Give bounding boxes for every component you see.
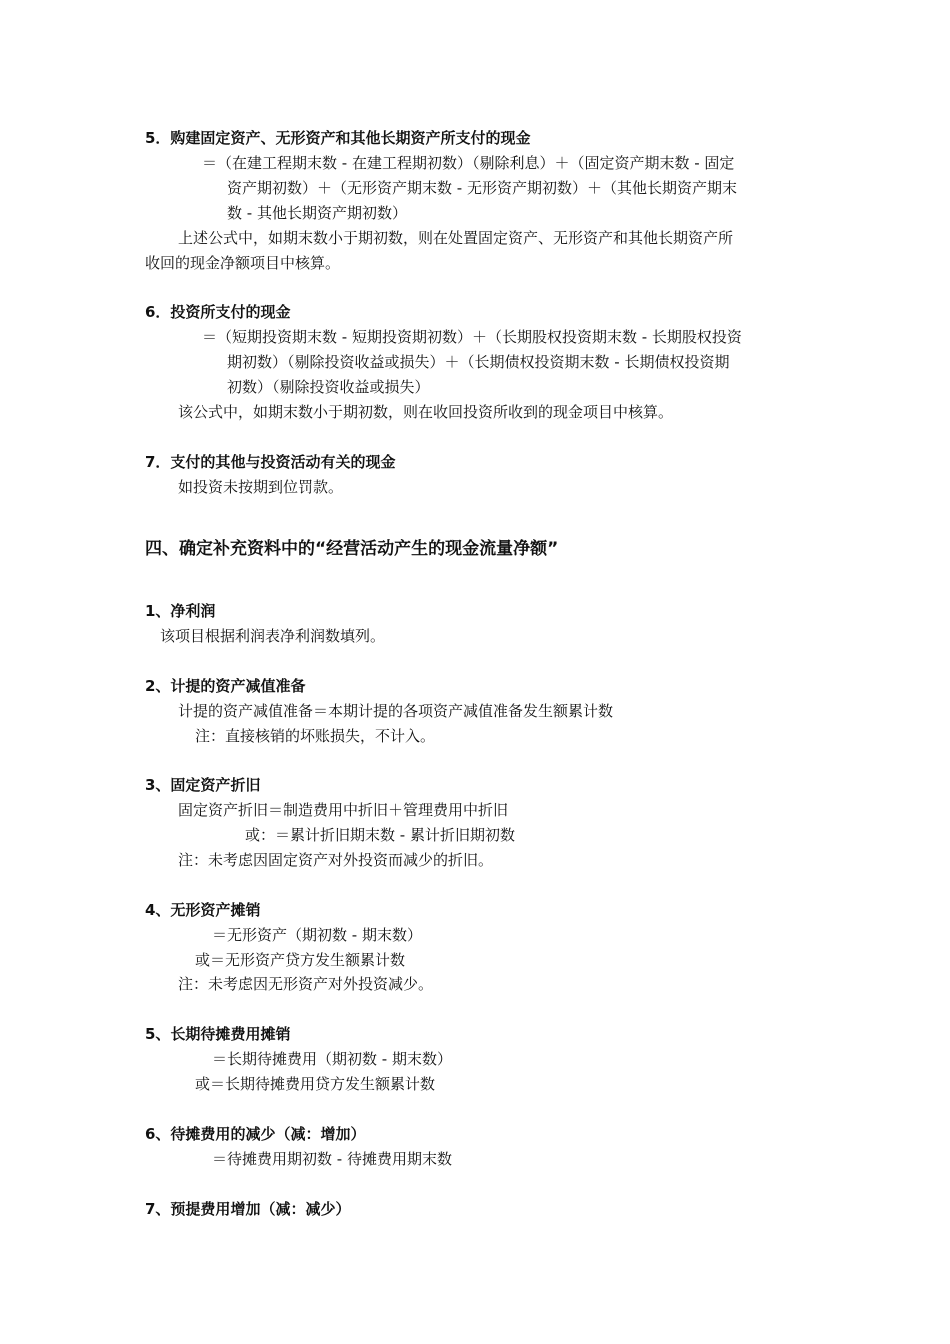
formula-line: 资产期初数）＋（无形资产期末数 - 无形资产期初数）＋（其他长期资产期末 [227, 179, 737, 197]
item-text: 该项目根据利润表净利润数填列。 [160, 627, 386, 645]
formula-line: 初数）（剔除投资收益或损失） [227, 378, 430, 396]
note-line: 上述公式中，如期末数小于期初数，则在处置固定资产、无形资产和其他长期资产所 [178, 229, 734, 247]
section-title-7: 7．支付的其他与投资活动有关的现金 [145, 453, 396, 471]
note-line: 该公式中，如期末数小于期初数，则在收回投资所收到的现金项目中核算。 [178, 403, 674, 421]
item-title-3: 3、固定资产折旧 [145, 776, 261, 794]
item-title-4: 4、无形资产摊销 [145, 901, 261, 919]
item-note: 注：未考虑因无形资产对外投资减少。 [178, 975, 434, 993]
formula-line: ＝（在建工程期末数 - 在建工程期初数）（剔除利息）＋（固定资产期末数 - 固定 [202, 154, 735, 172]
formula-line: 数 - 其他长期资产期初数） [227, 204, 407, 222]
item-formula: 计提的资产减值准备＝本期计提的各项资产减值准备发生额累计数 [178, 702, 614, 720]
item-title-2: 2、计提的资产减值准备 [145, 677, 306, 695]
item-formula: 固定资产折旧＝制造费用中折旧＋管理费用中折旧 [178, 801, 509, 819]
section-title-6: 6．投资所支付的现金 [145, 303, 291, 321]
item-title-7: 7、预提费用增加（减：减少） [145, 1200, 351, 1218]
item-formula: 或＝长期待摊费用贷方发生额累计数 [195, 1075, 436, 1093]
formula-line: 期初数）（剔除投资收益或损失）＋（长期债权投资期末数 - 长期债权投资期 [227, 353, 730, 371]
item-formula: 或：＝累计折旧期末数 - 累计折旧期初数 [245, 826, 515, 844]
item-formula: ＝无形资产（期初数 - 期末数） [212, 926, 422, 944]
item-formula: ＝长期待摊费用（期初数 - 期末数） [212, 1050, 452, 1068]
item-title-1: 1、净利润 [145, 602, 216, 620]
item-formula: ＝待摊费用期初数 - 待摊费用期末数 [212, 1150, 452, 1168]
item-note: 注：未考虑因固定资产对外投资而减少的折旧。 [178, 851, 494, 869]
item-formula: 或＝无形资产贷方发生额累计数 [195, 951, 406, 969]
chapter-heading: 四、确定补充资料中的“经营活动产生的现金流量净额” [145, 539, 559, 559]
note-line: 收回的现金净额项目中核算。 [145, 254, 341, 272]
item-title-6: 6、待摊费用的减少（减：增加） [145, 1125, 366, 1143]
note-line: 如投资未按期到位罚款。 [178, 478, 344, 496]
item-title-5: 5、长期待摊费用摊销 [145, 1025, 291, 1043]
section-title-5: 5．购建固定资产、无形资产和其他长期资产所支付的现金 [145, 129, 531, 147]
formula-line: ＝（短期投资期末数 - 短期投资期初数）＋（长期股权投资期末数 - 长期股权投资 [202, 328, 742, 346]
item-note: 注：直接核销的坏账损失，不计入。 [195, 727, 436, 745]
